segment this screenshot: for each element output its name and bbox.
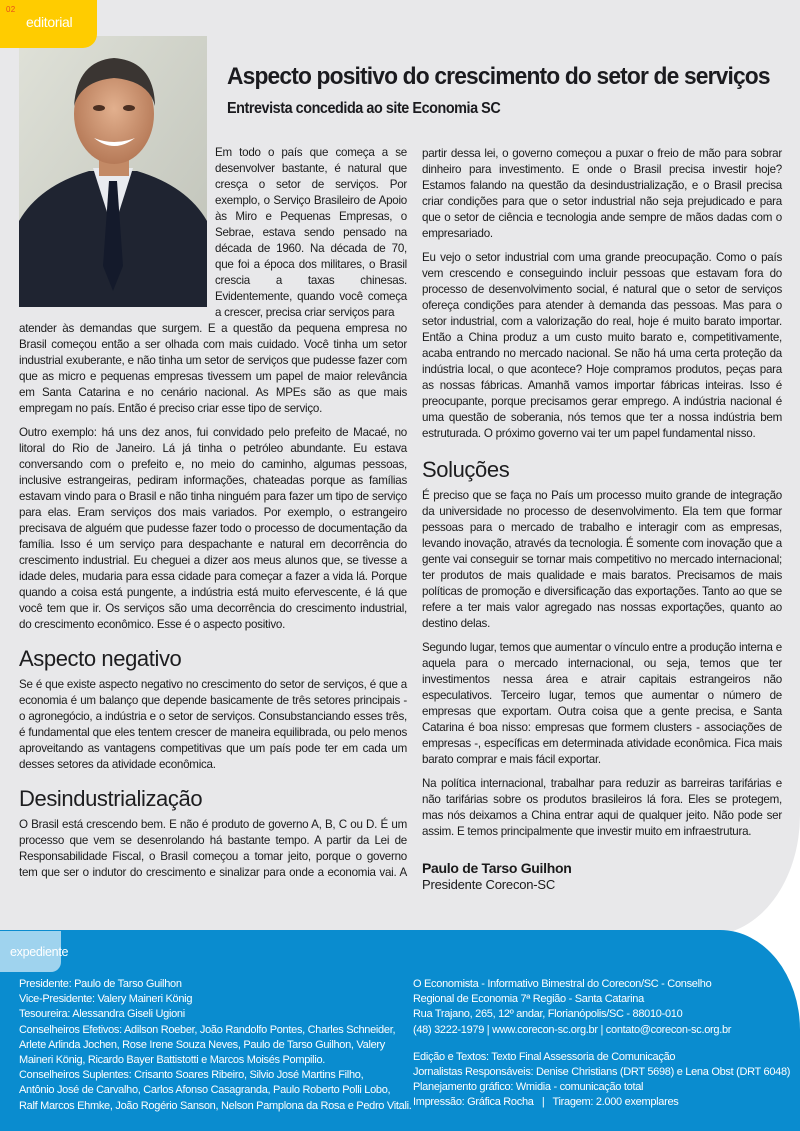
address-line: Rua Trajano, 265, 12º andar, Florianópolis/SC - 88010-010	[413, 1008, 683, 1021]
paragraph-solucoes-1: É preciso que se faça no País um processo muito grande de integração da universidade no processo de desenvolvimento. Ela tem que formar pessoas para o mercado de trabalho e interagir com as empresas, levando inovação, através da tecnologia. É somente com inovação que a gente vai conseguir se tornar mais competitivo no mercado internacional; ter produtos de mais qualidade e mais baratos. Precisamos de mais políticas de promoção e diversificação das exportações. Tanto ao que se refere a ter mais valor agregado nas nossas exportações, quanto ao destino delas.	[422, 489, 782, 630]
portrait-illustration	[19, 36, 207, 307]
section-tab-expediente	[0, 931, 69, 972]
paragraph-desindustrializacao-3: Eu vejo o setor industrial com uma grande preocupação. Como o país vem crescendo e conseguindo incluir pessoas que estavam fora do processo de desenvolvimento social, é natural que o setor de serviços ofereça condições para atender à demanda das pessoas. Mas para o setor industrial, com a valorização do real, hoje é muito barato importar. Então a China produz a um custo muito barato e, competitivamente, acaba entrando no mercado nacional. Se não há uma certa proteção da indústria local, o que acontece? Hoje compramos produtos, peças para as nossas fábricas. Amanhã vamos importar fábricas inteiras. Isso é preocupante, porque precisamos gerar emprego. A indústria nacional é uma questão de soberania, nós temos que ter a nossa indústria bem estruturada. O próximo governo vai ter um papel fundamental nisso.	[422, 251, 782, 440]
expediente-publication-info	[413, 977, 793, 1111]
page-number: 02	[6, 5, 16, 14]
contact-line	[413, 1023, 793, 1038]
intro-paragraph: Em todo o país que começa a se desenvolver bastante, é natural que cresça o setor de serviços. Por exemplo, o Serviço Brasileiro de Apoio às Miro e Pequenas Empresas, o Sebrae, estava sendo pensado na década de 1960. Na década de 70, que foi a época dos militares, o Brasil crescia a taxas chinesas. Evidentemente, quando você começa a crescer, precisa criar serviços para	[215, 146, 407, 319]
intro-continuation: atender às demandas que surgem. E a questão da pequena empresa no Brasil começou então a ser olhada com mais cuidado. Você tinha um setor industrial exuberante, e não tinha um setor de serviços que pudesse fazer com que as micro e pequenas empresas tivessem um papel de maior relevância em Santa Catarina e no cenário nacional. As MPEs são as que mais empregam no país. Então é preciso criar esse tipo de serviço.	[19, 322, 407, 415]
section-tab-editorial	[0, 0, 97, 48]
paragraph-aspecto-negativo: Se é que existe aspecto negativo no crescimento do setor de serviços, é que a economia é um balanço que depende basicamente de três setores principais - o agronegócio, a indústria e o setor de serviços. Consubstanciando esses três, é fundamental que eles tentem crescer de maneira equilibrada, ou pelo menos aproveitando as vantagens competitivas que um país pode ter em cada um desses setores da atividade econômica.	[19, 678, 407, 771]
board-line: Conselheiros Efetivos: Adilson Roeber, João Randolfo Pontes, Charles Schneider,	[19, 1023, 396, 1036]
paragraph-macae: Outro exemplo: há uns dez anos, fui convidado pelo prefeito de Macaé, no litoral do Rio de Janeiro. Lá já tinha o petróleo abundante. Eu estava conversando com o prefeito e, no meio do caminho, algumas pessoas, inclusive estrangeiras, pediram informações, chateadas porque as famílias estavam vindo para o Brasil e não tinha ninguém para fazer um tipo de serviço para elas. Eram serviços dos mais variados. Por exemplo, o estrangeiro precisava de alguém que pudesse fazer todo o processo de documentação da família. Isso é um serviço para despachante e natural em decorrência do crescimento industrial. Eu cheguei a dizer aos meus alunos que, se tivesse a idade deles, mudaria para essa cidade para começar a fazer a vida lá. Porque quando a coisa está pungente, a indústria está muito efervescente, é lá que você tem que ir. Os serviços são uma decorrência do crescimento industrial, do crescimento econômico. Esse é o aspecto positivo.	[19, 426, 407, 631]
paragraph-solucoes-2: Segundo lugar, temos que aumentar o vínculo entre a produção interna e aquela para o mercado internacional, ou seja, temos que ter investimentos nessa área e atrair capitais estrangeiros não especulativos. Terceiro lugar, temos que aumentar o número de empresas que exportam. Outra coisa que a gente precisa, e Santa Catarina é boa nisso: empresas que formem clusters - associações de empresas -, específicas em determinada atividade econômica. Fica mais barato comprar e mais fácil exportar.	[422, 641, 782, 766]
signature-role: Presidente Corecon-SC	[422, 877, 556, 892]
email-link[interactable]: contato@corecon-sc.org.br	[605, 1023, 732, 1036]
paragraph-desindustrializacao-2: partir dessa lei, o governo começou a puxar o freio de mão para sobrar dinheiro para investimento. E onde o Brasil precisa investir hoje? Estamos falando na questão da desindustrialização, e o Brasil precisa criar condições para que o setor industrial não seja prejudicado e para que o setor de ciência e tecnologia ande sempre de mãos dadas com o empresariado.	[422, 147, 782, 240]
board-line: Arlete Arlinda Jochen, Rose Irene Souza Neves, Paulo de Tarso Guilhon, Valery	[19, 1038, 385, 1051]
website-link[interactable]: www.corecon-sc.org.br	[492, 1023, 598, 1036]
signature-name: Paulo de Tarso Guilhon	[422, 860, 572, 876]
intro-column	[215, 145, 407, 321]
board-line: Tesoureira: Alessandra Giseli Ugioni	[19, 1008, 185, 1021]
board-line: Conselheiros Suplentes: Crisanto Soares Ribeiro, Silvio José Martins Filho,	[19, 1069, 364, 1082]
left-column	[19, 321, 407, 881]
heading-desindustrializacao: Desindustrialização	[19, 786, 203, 811]
article-title: Aspecto positivo do crescimento do setor de serviços	[227, 63, 770, 90]
article-subtitle: Entrevista concedida ao site Economia SC	[227, 100, 501, 117]
paragraph-solucoes-3: Na política internacional, trabalhar para reduzir as barreiras tarifárias e não tarifárias sobre os produtos brasileiros lá fora. Eles se protegem, mas nós deixamos a China entrar aqui de qualquer jeito. Não pode ser assim. E temos principalmente que investir muito em infraestrutura.	[422, 777, 782, 838]
heading-aspecto-negativo: Aspecto negativo	[19, 646, 182, 671]
author-photo	[19, 36, 207, 307]
right-column	[422, 146, 782, 893]
printer: Impressão: Gráfica Rocha	[413, 1096, 534, 1109]
board-line: Antônio José de Carvalho, Carlos Afonso Casagranda, Paulo Roberto Polli Lobo,	[19, 1084, 391, 1097]
credits-line: Planejamento gráfico: Wmidia - comunicação total	[413, 1081, 644, 1094]
credits-line: Jornalistas Responsáveis: Denise Christians (DRT 5698) e Lena Obst (DRT 6048)	[413, 1066, 791, 1079]
section-label: editorial	[26, 14, 73, 30]
print-run: Tiragem: 2.000 exemplares	[552, 1096, 679, 1109]
board-line: Ralf Marcos Ehmke, João Rogério Sanson, Nelson Pamplona da Rosa e Pedro Vitali.	[19, 1099, 412, 1112]
expediente-board	[19, 977, 412, 1114]
printing-line	[413, 1095, 793, 1110]
separator: |	[541, 1096, 545, 1109]
heading-solucoes: Soluções	[422, 457, 510, 482]
publication-line: O Economista - Informativo Bimestral do Corecon/SC - Conselho	[413, 978, 712, 990]
separator: |	[600, 1023, 604, 1036]
board-line: Maineri König, Ricardo Bayer Battistotti e Marcos Moisés Pompilio.	[19, 1054, 326, 1067]
phone-number: (48) 3222-1979	[413, 1023, 485, 1036]
separator: |	[486, 1023, 490, 1036]
paragraph-desindustrializacao-1: O Brasil está crescendo bem. E não é produto de governo A, B, C ou D. É um processo que vem se desenrolando há bastante tempo. A partir da Lei de Responsabilidade Fiscal, o Brasil começou a tomar jeito, porque o governo tem que ser o indutor do crescimento e sinalizar para onde a economia vai. A	[19, 818, 407, 879]
publication-line: Regional de Economia 7ª Região - Santa Catarina	[413, 993, 644, 1006]
credits-line: Edição e Textos: Texto Final Assessoria de Comunicação	[413, 1050, 676, 1063]
board-line: Presidente: Paulo de Tarso Guilhon	[19, 978, 182, 990]
expediente-label: expediente	[10, 945, 69, 959]
board-line: Vice-Presidente: Valery Maineri König	[19, 993, 193, 1006]
